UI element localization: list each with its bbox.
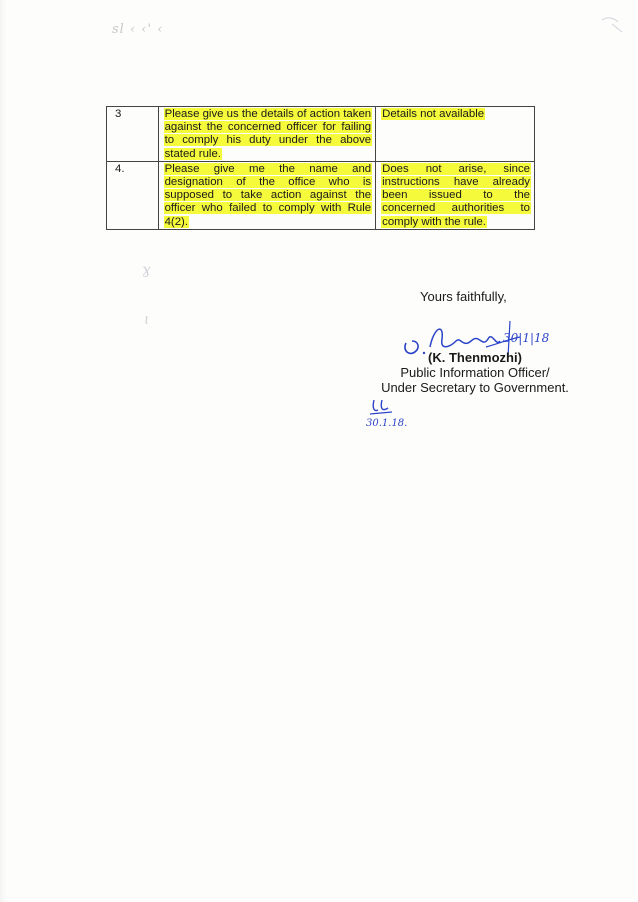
answer-text: Does not arise, since instructions have already been issued to the concerned authorities to comply with the rule. <box>382 162 530 228</box>
question-text: Please give me the name and designation of the office who is supposed to take action against the officer who failed to comply with Rule 4(2). <box>164 162 372 228</box>
answer-cell <box>376 107 535 162</box>
question-cell <box>158 161 376 229</box>
corner-scribble-icon <box>598 14 626 34</box>
closing-salutation: Yours faithfully, <box>420 289 507 304</box>
handwritten-initials <box>362 396 422 436</box>
faint-stray-mark: ɣ <box>142 262 151 278</box>
serial-number: 3 <box>107 107 159 162</box>
answer-text: Details not available <box>382 108 485 120</box>
question-cell <box>158 107 376 162</box>
signatory-designation: Public Information Officer/ <box>400 365 550 380</box>
question-text: Please give us the details of action taken against the concerned officer for failing to comply his duty under the above stated rule. <box>164 108 372 160</box>
faint-top-marks: sl ‹ ‹' ‹ <box>112 22 164 37</box>
signature-date: 30|1|18 <box>503 331 550 345</box>
serial-number: 4. <box>107 161 159 229</box>
initials-date: 30.1.18. <box>366 418 408 429</box>
table-row <box>107 161 535 229</box>
rti-response-table <box>106 106 535 230</box>
answer-cell <box>376 161 535 229</box>
signatory-designation: Under Secretary to Government. <box>381 380 569 395</box>
table-row <box>107 107 535 162</box>
signatory-name: (K. Thenmozhi) <box>428 350 522 365</box>
faint-stray-mark: ɩ <box>144 312 150 328</box>
